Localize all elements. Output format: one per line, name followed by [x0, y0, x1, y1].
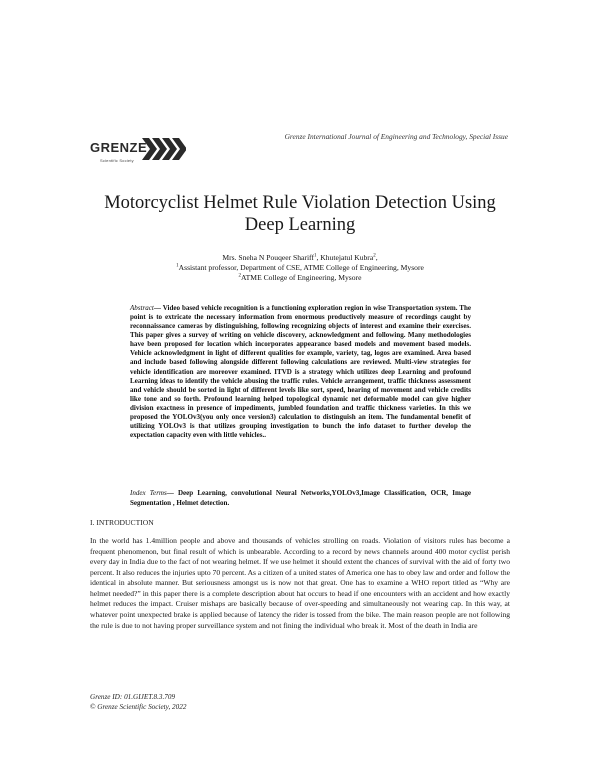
author-names: [90, 253, 510, 263]
copyright: © Grenze Scientific Society, 2022: [90, 702, 187, 711]
author-names-end: ,: [375, 253, 378, 262]
section-number: I.: [90, 518, 95, 527]
affiliation-2: [90, 273, 510, 283]
journal-name: Grenze International Journal of Engineering and Technology, Special Issue: [284, 132, 508, 141]
author-2-sup: 2: [373, 253, 376, 259]
affiliation-2-sup: 2: [238, 273, 242, 279]
logo-wordmark: GRENZE: [90, 140, 148, 155]
body-paragraph: In the world has 1.4million people and above and thousands of vehicles strolling on roads. Violation of visitors rules has become a frequent phenomenon, but final result of which is unbearable. According to a record by news channels around 400 motor cyclist perish every day in India due to the fact of not wearing helmet. If we use helmet it should extent the chances of survival with the aid of forty two percent. It also reduces the injuries upto 70 percent. As a citizen of a united states of America one has to obey law and order and follow the identical in absolute manner. But seriousness amongst us is now not that great. One has to examine a WHO report titled as “Why are helmet needed?” in this paper there is a complete description about hat occurs to head if one encounters with an accident and how exactly helmet reduces the impact. Cruiser mishaps are basically because of over-speeding and simultaneously not wearing cap. In this way, at whatever point unexpected brake is applied because of latency the rider is tossed from the bike. The main reason people are not following the rule is due to not having proper surveillance system and not fining the individual who break it. Most of the death in India are: [90, 536, 510, 630]
author-2: , Khutejatul Kubra: [316, 253, 374, 262]
section-heading: [90, 518, 154, 527]
section-title-rest: NTRODUCTION: [98, 518, 154, 527]
author-block: [90, 253, 510, 283]
index-terms: [130, 489, 471, 508]
abstract-text: — Video based vehicle recognition is a functioning exploration region in wise Transportation system. The point is to extricate the necessary information from enormous productively measure of recordings caught by reconnaissance cameras by distinguishing, following recognizing objects of interest and examine their exercises. This paper gives a survey of writing on vehicle discovery, acknowledgment and following. Many methodologies have been proposed for location which incorporates appearance based models and movement based models. Vehicle acknowledgment in light of different qualities for example, variety, tag, logos are examined. Area based and include based following alongside different following calculations are reviewed. Multi-view strategies for vehicle identification are moreover examined. ITVD is a strategy which utilizes deep Learning and profound Learning ideas to identify the vehicle abusing the traffic rules. Vehicle arrangement, traffic thickness assessment and vehicle should be sorted in light of different levels like sort, speed, hearing of movement and vehicle credits like tone and so forth. Profound learning helped topological dynamic net deformable model can give higher division exactness in presence of impediments, jumbled foundation and traffic thickness varieties. In this we proposed the YOLOv3(you only once version3) calculation to distinguish an item. The fundamental benefit of utilizing YOLOv3 is that utilizes grouping investigation to bunch the info dataset to further develop the expectation capacity even with little vehicles..: [130, 304, 471, 440]
abstract-label: Abstract: [130, 304, 154, 312]
section-initial: I: [96, 518, 99, 527]
affiliation-1-sup: 1: [176, 263, 179, 269]
grenze-id: Grenze ID: 01.GIJET.8.3.709: [90, 693, 176, 701]
footer: [90, 693, 186, 712]
chevron-arrows-icon: [142, 136, 186, 162]
index-terms-label: Index Terms: [130, 489, 167, 497]
logo-subtitle: Scientific Society: [100, 158, 134, 163]
affiliation-1: [90, 263, 510, 273]
grenze-logo: [90, 134, 185, 168]
author-1-sup: 1: [313, 253, 317, 259]
paper-title: Motorcyclist Helmet Rule Violation Detection Using Deep Learning: [104, 193, 496, 235]
abstract: [130, 304, 471, 440]
affiliation-1-text: Assistant professor, Department of CSE, ATME College of Engineering, Mysore: [178, 263, 424, 272]
affiliation-2-text: ATME College of Engineering, Mysore: [241, 273, 362, 282]
author-1: Mrs. Sneha N Pouqeer Shariff: [222, 253, 314, 262]
index-terms-text: — Deep Learning, convolutional Neural Networks,YOLOv3,Image Classification, OCR, Image Segmentation , Helmet detection.: [130, 489, 471, 507]
